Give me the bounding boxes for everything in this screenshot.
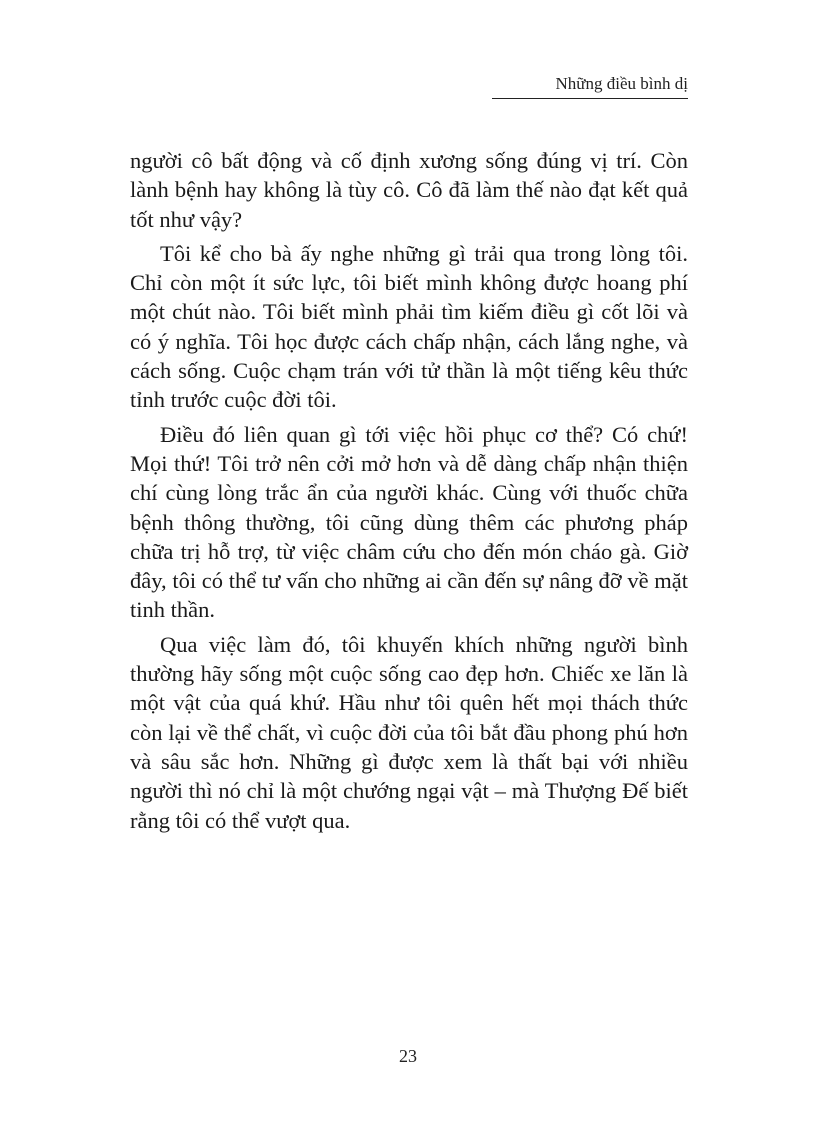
paragraph: Qua việc làm đó, tôi khuyến khích những người bình thường hãy sống một cuộc sống cao đẹp hơn. Chiếc xe lăn là một vật của quá khứ. Hầu như tôi quên hết mọi thách thức còn lại về thể chất, vì cuộc đời của tôi bắt đầu phong phú hơn và sâu sắc hơn. Những gì được xem là thất bại với nhiều người thì nó chỉ là một chướng ngại vật – mà Thượng Đế biết rằng tôi có thể vượt qua. [130, 631, 688, 833]
page-number: 23 [399, 1046, 417, 1066]
paragraph: Tôi kể cho bà ấy nghe những gì trải qua trong lòng tôi. Chỉ còn một ít sức lực, tôi biết mình không được hoang phí một chút nào. Tôi biết mình phải tìm kiếm điều gì cốt lõi và có ý nghĩa. Tôi học được cách chấp nhận, cách lắng nghe, và cách sống. Cuộc chạm trán với tử thần là một tiếng kêu thức tỉnh trước cuộc đời tôi. [130, 240, 688, 413]
running-header-title: Những điều bình dị [555, 74, 688, 93]
paragraph-continued: người cô bất động và cố định xương sống đúng vị trí. Còn lành bệnh hay không là tùy cô. Cô đã làm thế nào đạt kết quả tốt như vậy? [130, 148, 688, 232]
body-text [130, 146, 688, 840]
paragraph: Điều đó liên quan gì tới việc hồi phục cơ thể? Có chứ! Mọi thứ! Tôi trở nên cởi mở hơn và dễ dàng chấp nhận thiện chí cùng lòng trắc ẩn của người khác. Cùng với thuốc chữa bệnh thông thường, tôi cũng dùng thêm các phương pháp chữa trị hỗ trợ, từ việc châm cứu cho đến món cháo gà. Giờ đây, tôi có thể tư vấn cho những ai cần đến sự nâng đỡ về mặt tinh thần. [130, 421, 688, 623]
header-rule [492, 98, 688, 99]
